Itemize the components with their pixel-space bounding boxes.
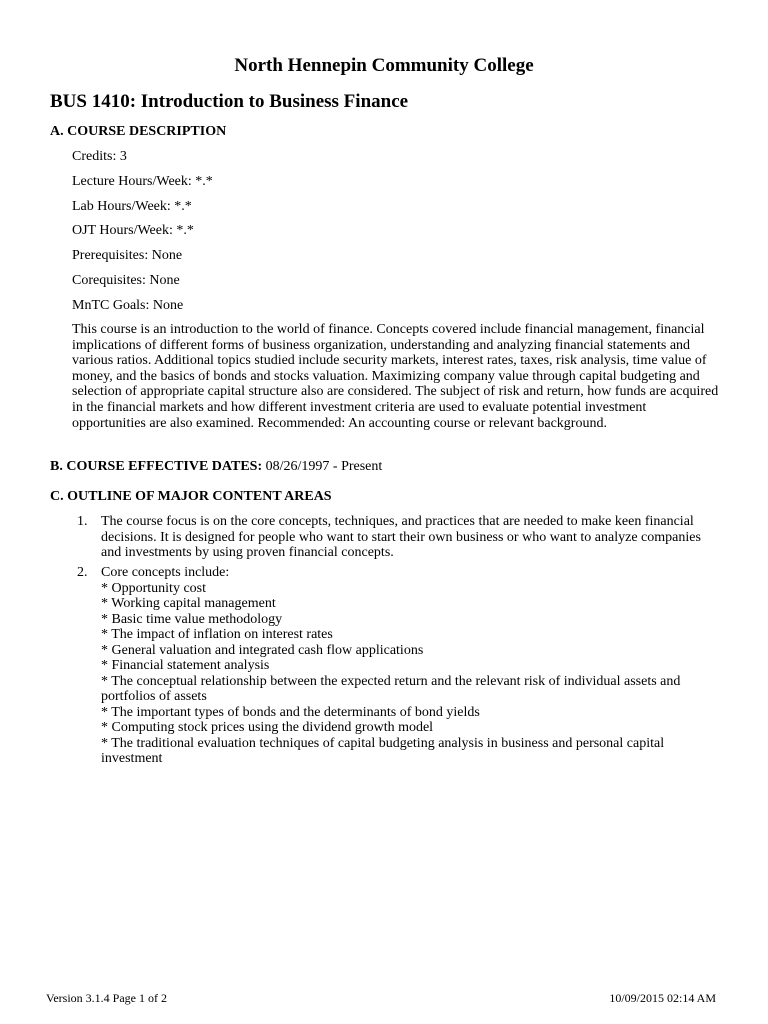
section-c-heading: C. OUTLINE OF MAJOR CONTENT AREAS xyxy=(50,489,332,504)
credits-field: Credits: 3 xyxy=(72,149,127,164)
footer-version: Version 3.1.4 Page 1 of 2 xyxy=(46,991,167,1005)
concept-list-item: * The traditional evaluation techniques of capital budgeting analysis in business and personal capital investment xyxy=(101,735,665,766)
effective-dates-label: B. COURSE EFFECTIVE DATES: xyxy=(50,459,263,474)
outline-item-1 xyxy=(72,514,722,561)
college-name: North Hennepin Community College xyxy=(234,55,534,76)
concept-list-item: * Basic time value methodology xyxy=(101,611,283,627)
concept-list-item: * General valuation and integrated cash flow applications xyxy=(101,642,424,658)
effective-dates-line xyxy=(50,459,382,475)
lab-hours-field: Lab Hours/Week: *.* xyxy=(72,199,192,214)
section-a-heading: A. COURSE DESCRIPTION xyxy=(50,124,227,139)
concept-list-item: * Working capital management xyxy=(101,596,276,611)
ojt-hours-field: OJT Hours/Week: *.* xyxy=(72,223,194,238)
concept-list-item: * Computing stock prices using the dividend growth model xyxy=(101,720,434,735)
course-title: BUS 1410: Introduction to Business Finance xyxy=(50,91,409,112)
lecture-hours-field: Lecture Hours/Week: *.* xyxy=(72,174,213,189)
outline-item-2 xyxy=(72,565,722,767)
effective-dates-value: 08/26/1997 - Present xyxy=(265,459,383,474)
concept-list-item: * Financial statement analysis xyxy=(101,658,270,673)
corequisites-field: Corequisites: None xyxy=(72,273,180,288)
outline-item-text: The course focus is on the core concepts, techniques, and practices that are needed to make keen financial decisions. It is designed for people who want to start their own business or who want to analyze companies and investments by using proven financial concepts. xyxy=(101,514,701,560)
concept-list-item: * The conceptual relationship between the expected return and the relevant risk of individual assets and portfolios of assets xyxy=(101,673,681,704)
concept-list-item: * The important types of bonds and the determinants of bond yields xyxy=(101,704,480,720)
concept-list-item: * Opportunity cost xyxy=(101,580,206,596)
course-description-paragraph: This course is an introduction to the world of finance. Concepts covered include financial management, financial implications of different forms of business organization, understanding and analyzing financial statements and various ratios. Additional topics studied include security markets, interest rates, taxes, risk analysis, time value of money, and the basics of bonds and stocks valuation. Maximizing company value through capital budgeting and selection of appropriate capital structure also are considered. The subject of risk and return, how funds are acquired in the financial markets and how different investment criteria are used to evaluate potential investment opportunities are also examined. Recommended: An accounting course or relevant background. xyxy=(72,322,719,431)
prerequisites-field: Prerequisites: None xyxy=(72,248,183,263)
outline-item-number: 2. xyxy=(77,565,88,580)
concept-list-item: * The impact of inflation on interest rates xyxy=(101,627,333,642)
outline-item-number: 1. xyxy=(77,514,88,529)
concepts-intro: Core concepts include: xyxy=(101,565,230,580)
footer-timestamp: 10/09/2015 02:14 AM xyxy=(609,991,716,1005)
outline-item-body xyxy=(101,565,722,767)
mntc-goals-field: MnTC Goals: None xyxy=(72,298,184,313)
